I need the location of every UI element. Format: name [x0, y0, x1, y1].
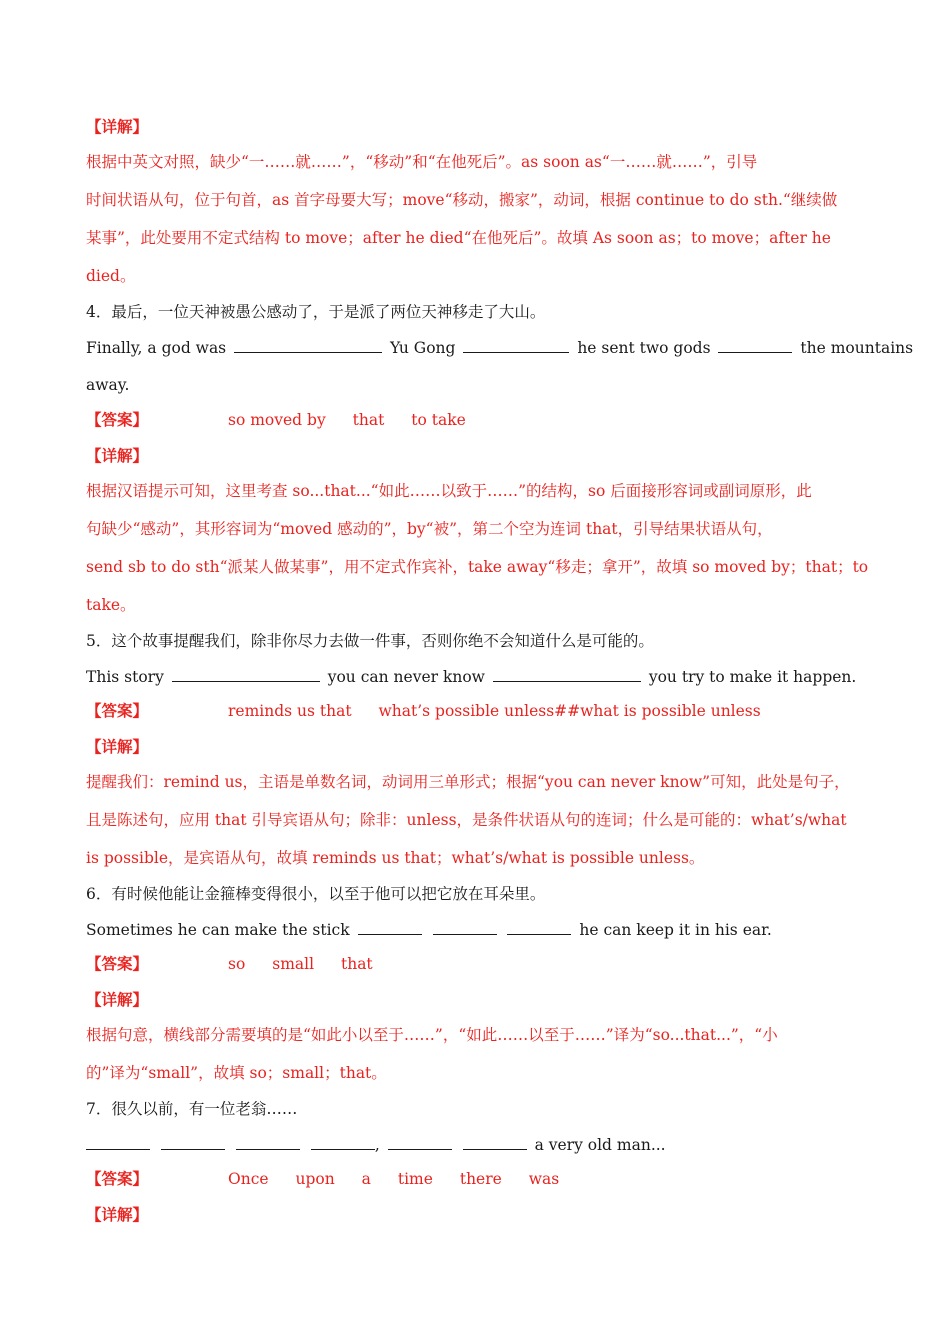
q5-sentence-part-2: you can never know	[327, 668, 485, 686]
q5-answer-2: what’s possible unless##what is possible unless	[378, 702, 761, 720]
q5-sentence-part-1: This story	[86, 668, 164, 686]
q5-answer-row	[86, 701, 876, 721]
q6-sentence	[86, 919, 876, 940]
q3-explanation-line-3: 某事”，此处要用不定式结构 to move；after he died“在他死后”。故填 As soon as；to move；after he	[86, 229, 831, 247]
q4-question: 4．最后，一位天神被愚公感动了，于是派了两位天神移走了大山。	[86, 303, 546, 321]
q4-answers	[228, 410, 488, 430]
q4-detail-label: 【详解】	[86, 446, 149, 465]
q4-sentence-part-2: Yu Gong	[390, 339, 456, 357]
q7-blank-6	[463, 1134, 527, 1150]
q7-answer-5: there	[459, 1170, 502, 1188]
q5-question: 5．这个故事提醒我们，除非你尽力去做一件事，否则你绝不会知道什么是可能的。	[86, 632, 654, 650]
q7-answer-1: Once	[228, 1170, 269, 1188]
q7-blank-5	[388, 1134, 452, 1150]
q6-answer-2: small	[272, 955, 315, 973]
q4-explanation-line-1: 根据汉语提示可知，这里考查 so...that...“如此……以致于……”的结构，so 后面接形容词或副词原形，此	[86, 482, 812, 500]
q4-explanation-line-3: send sb to do sth“派某人做某事”，用不定式作宾补，take away“移走；拿开”，故填 so moved by；that；to	[86, 558, 869, 576]
q4-answer-2: that	[352, 411, 385, 429]
q6-explanation-line-2: 的”译为“small”，故填 so；small；that。	[86, 1064, 387, 1082]
q3-explanation-line-4: died。	[86, 267, 136, 285]
q6-answer-label: 【答案】	[86, 954, 149, 973]
q5-blank-1	[172, 666, 320, 682]
q4-answer-row	[86, 410, 876, 430]
q7-blank-4	[311, 1134, 375, 1150]
q6-blank-1	[358, 919, 422, 935]
q5-explanation-line-1: 提醒我们：remind us，主语是单数名词，动词用三单形式；根据“you can never know”可知，此处是句子，	[86, 773, 850, 791]
q4-sentence-part-1: Finally, a god was	[86, 339, 227, 357]
q6-answer-3: that	[340, 955, 373, 973]
q4-answer-label: 【答案】	[86, 410, 149, 429]
q6-detail-label: 【详解】	[86, 990, 149, 1009]
q7-answer-row	[86, 1169, 876, 1189]
q5-blank-2	[493, 666, 641, 682]
q4-answer-1: so moved by	[228, 411, 326, 429]
q6-sentence-part-2: he can keep it in his ear.	[579, 921, 772, 939]
q6-question: 6．有时候他能让金箍棒变得很小，以至于他可以把它放在耳朵里。	[86, 885, 546, 903]
q7-sentence	[86, 1134, 876, 1155]
q6-answers	[228, 954, 395, 974]
q6-explanation-line-1: 根据句意，横线部分需要填的是“如此小以至于……”，“如此……以至于……”译为“so...that...”，“小	[86, 1026, 778, 1044]
q5-answer-label: 【答案】	[86, 701, 149, 720]
q5-detail-label: 【详解】	[86, 737, 149, 756]
q3-explanation-line-1: 根据中英文对照，缺少“一……就……”，“移动”和“在他死后”。as soon as“一……就……”，引导	[86, 153, 758, 171]
q7-answer-2: upon	[295, 1170, 335, 1188]
q7-detail-label: 【详解】	[86, 1205, 149, 1224]
q7-blank-3	[236, 1134, 300, 1150]
q5-sentence	[86, 666, 876, 687]
q4-explanation-line-4: take。	[86, 596, 136, 614]
q5-explanation-line-3: is possible，是宾语从句，故填 reminds us that；what’s/what is possible unless。	[86, 849, 705, 867]
q6-answer-1: so	[228, 955, 246, 973]
q7-blank-1	[86, 1134, 150, 1150]
q7-sentence-comma: ,	[374, 1136, 380, 1154]
q4-answer-3: to take	[411, 411, 466, 429]
q3-explanation-line-2: 时间状语从句，位于句首，as 首字母要大写；move“移动，搬家”，动词，根据 continue to do sth.“继续做	[86, 191, 838, 209]
q6-blank-3	[507, 919, 571, 935]
q4-sentence-part-3: he sent two gods	[577, 339, 711, 357]
q4-sentence-part-4: the mountains	[800, 339, 914, 357]
q7-answers	[228, 1169, 581, 1189]
q5-answer-1: reminds us that	[228, 702, 352, 720]
q6-blank-2	[433, 919, 497, 935]
q5-explanation-line-2: 且是陈述句，应用 that 引导宾语从句；除非：unless，是条件状语从句的连词；什么是可能的：what’s/what	[86, 811, 847, 829]
q7-answer-6: was	[528, 1170, 560, 1188]
q6-sentence-part-1: Sometimes he can make the stick	[86, 921, 350, 939]
q5-answers	[228, 701, 783, 721]
q7-sentence-tail: a very old man...	[534, 1136, 666, 1154]
q5-sentence-part-3: you try to make it happen.	[648, 668, 857, 686]
q7-blank-2	[161, 1134, 225, 1150]
q3-detail-label: 【详解】	[86, 117, 149, 136]
q7-answer-label: 【答案】	[86, 1169, 149, 1188]
q7-answer-4: time	[397, 1170, 433, 1188]
q4-blank-2	[463, 337, 569, 353]
q7-question: 7．很久以前，有一位老翁……	[86, 1100, 298, 1118]
q4-blank-3	[718, 337, 792, 353]
q7-answer-3: a	[361, 1170, 371, 1188]
q4-sentence-continued: away.	[86, 376, 130, 394]
q6-answer-row	[86, 954, 876, 974]
q4-sentence	[86, 337, 914, 358]
q4-explanation-line-2: 句缺少“感动”，其形容词为“moved 感动的”，by“被”，第二个空为连词 that，引导结果状语从句，	[86, 520, 773, 538]
q4-blank-1	[234, 337, 382, 353]
